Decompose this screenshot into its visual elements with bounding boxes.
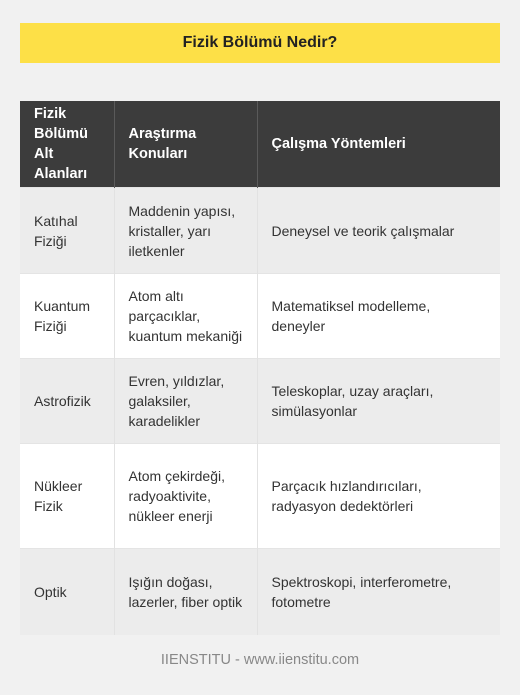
table-row — [20, 359, 500, 444]
cell-methods: Deneysel ve teorik çalışmalar — [257, 188, 500, 274]
cell-subfield: Astrofizik — [20, 359, 114, 444]
cell-subfield: Optik — [20, 549, 114, 635]
cell-topics: Işığın doğası, lazerler, fiber optik — [114, 549, 257, 635]
footer-credit: IIENSTITU - www.iienstitu.com — [160, 652, 360, 668]
table-row — [20, 549, 500, 635]
fields-table — [20, 101, 500, 635]
cell-methods: Spektroskopi, interferometre, fotometre — [257, 549, 500, 635]
cell-topics: Atom altı parçacıklar, kuantum mekaniği — [114, 274, 257, 359]
cell-methods: Parçacık hızlandırıcıları, radyasyon dedektörleri — [257, 444, 500, 549]
table-row — [20, 444, 500, 549]
cell-subfield: Kuantum Fiziği — [20, 274, 114, 359]
header-methods: Çalışma Yöntemleri — [257, 101, 500, 188]
cell-topics: Evren, yıldızlar, galaksiler, karadelikler — [114, 359, 257, 444]
cell-topics: Atom çekirdeği, radyoaktivite, nükleer enerji — [114, 444, 257, 549]
cell-topics: Maddenin yapısı, kristaller, yarı iletkenler — [114, 188, 257, 274]
cell-subfield: Katıhal Fiziği — [20, 188, 114, 274]
header-research-topics: Araştırma Konuları — [114, 101, 257, 188]
cell-subfield: Nükleer Fizik — [20, 444, 114, 549]
page-title: Fizik Bölümü Nedir? — [182, 34, 338, 51]
cell-methods: Teleskoplar, uzay araçları, simülasyonlar — [257, 359, 500, 444]
table-row — [20, 274, 500, 359]
table-header-row — [20, 101, 500, 188]
table-row — [20, 188, 500, 274]
page-title-banner — [20, 23, 500, 63]
cell-methods: Matematiksel modelleme, deneyler — [257, 274, 500, 359]
header-subfields: Fizik Bölümü Alt Alanları — [20, 101, 114, 188]
